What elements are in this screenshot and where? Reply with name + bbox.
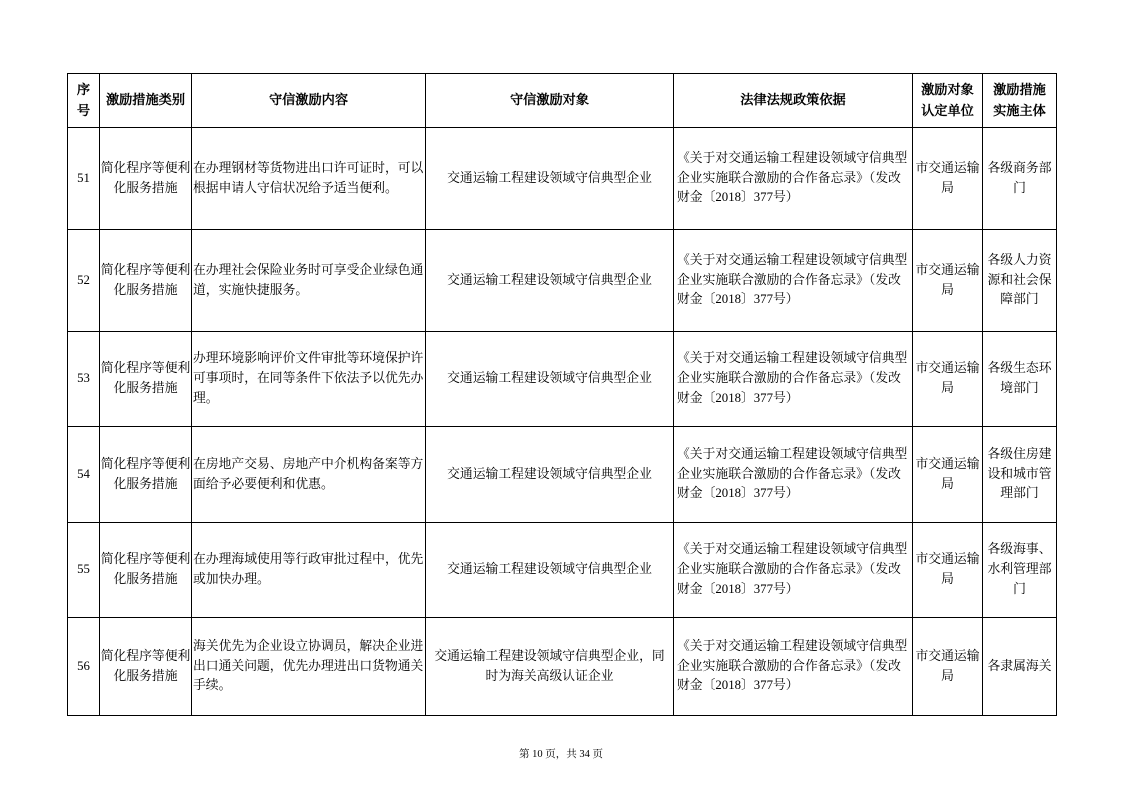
col-header-recognition-unit: 激励对象认定单位 xyxy=(913,74,983,128)
cell-implementer: 各隶属海关 xyxy=(983,618,1057,716)
table-row xyxy=(68,618,1057,716)
cell-incentive-content: 办理环境影响评价文件审批等环境保护许可事项时，在同等条件下依法予以优先办理。 xyxy=(192,332,426,427)
table-header-row xyxy=(68,74,1057,128)
cell-measure-category: 简化程序等便利化服务措施 xyxy=(100,230,192,332)
cell-incentive-target: 交通运输工程建设领域守信典型企业 xyxy=(426,128,674,230)
cell-incentive-target: 交通运输工程建设领域守信典型企业，同时为海关高级认证企业 xyxy=(426,618,674,716)
cell-recognition-unit: 市交通运输局 xyxy=(913,230,983,332)
col-header-measure-category: 激励措施类别 xyxy=(100,74,192,128)
cell-recognition-unit: 市交通运输局 xyxy=(913,427,983,523)
cell-recognition-unit: 市交通运输局 xyxy=(913,523,983,618)
cell-legal-basis: 《关于对交通运输工程建设领域守信典型企业实施联合激励的合作备忘录》（发改财金〔2018〕377号） xyxy=(674,523,913,618)
table-row xyxy=(68,332,1057,427)
table-row xyxy=(68,230,1057,332)
cell-implementer: 各级人力资源和社会保障部门 xyxy=(983,230,1057,332)
cell-incentive-content: 海关优先为企业设立协调员，解决企业进出口通关问题，优先办理进出口货物通关手续。 xyxy=(192,618,426,716)
cell-implementer: 各级商务部门 xyxy=(983,128,1057,230)
cell-serial-number: 53 xyxy=(68,332,100,427)
cell-incentive-content: 在房地产交易、房地产中介机构备案等方面给予必要便利和优惠。 xyxy=(192,427,426,523)
page-footer: 第 10 页，共 34 页 xyxy=(519,749,603,760)
cell-recognition-unit: 市交通运输局 xyxy=(913,332,983,427)
cell-serial-number: 56 xyxy=(68,618,100,716)
col-header-implementer: 激励措施实施主体 xyxy=(983,74,1057,128)
cell-legal-basis: 《关于对交通运输工程建设领域守信典型企业实施联合激励的合作备忘录》（发改财金〔2018〕377号） xyxy=(674,427,913,523)
col-header-incentive-content: 守信激励内容 xyxy=(192,74,426,128)
cell-legal-basis: 《关于对交通运输工程建设领域守信典型企业实施联合激励的合作备忘录》（发改财金〔2018〕377号） xyxy=(674,128,913,230)
cell-measure-category: 简化程序等便利化服务措施 xyxy=(100,128,192,230)
col-header-incentive-target: 守信激励对象 xyxy=(426,74,674,128)
cell-legal-basis: 《关于对交通运输工程建设领域守信典型企业实施联合激励的合作备忘录》（发改财金〔2018〕377号） xyxy=(674,618,913,716)
cell-measure-category: 简化程序等便利化服务措施 xyxy=(100,523,192,618)
col-header-legal-basis: 法律法规政策依据 xyxy=(674,74,913,128)
cell-legal-basis: 《关于对交通运输工程建设领域守信典型企业实施联合激励的合作备忘录》（发改财金〔2018〕377号） xyxy=(674,332,913,427)
cell-serial-number: 51 xyxy=(68,128,100,230)
table-row xyxy=(68,523,1057,618)
cell-recognition-unit: 市交通运输局 xyxy=(913,128,983,230)
table-row xyxy=(68,128,1057,230)
cell-incentive-target: 交通运输工程建设领域守信典型企业 xyxy=(426,230,674,332)
cell-incentive-content: 在办理钢材等货物进出口许可证时，可以根据申请人守信状况给予适当便利。 xyxy=(192,128,426,230)
cell-measure-category: 简化程序等便利化服务措施 xyxy=(100,618,192,716)
cell-incentive-target: 交通运输工程建设领域守信典型企业 xyxy=(426,523,674,618)
cell-incentive-content: 在办理海域使用等行政审批过程中，优先或加快办理。 xyxy=(192,523,426,618)
cell-serial-number: 52 xyxy=(68,230,100,332)
cell-measure-category: 简化程序等便利化服务措施 xyxy=(100,427,192,523)
col-header-serial-number: 序号 xyxy=(68,74,100,128)
cell-implementer: 各级海事、水利管理部门 xyxy=(983,523,1057,618)
cell-serial-number: 54 xyxy=(68,427,100,523)
table-row xyxy=(68,427,1057,523)
cell-incentive-target: 交通运输工程建设领域守信典型企业 xyxy=(426,427,674,523)
cell-measure-category: 简化程序等便利化服务措施 xyxy=(100,332,192,427)
cell-legal-basis: 《关于对交通运输工程建设领域守信典型企业实施联合激励的合作备忘录》（发改财金〔2018〕377号） xyxy=(674,230,913,332)
cell-implementer: 各级住房建设和城市管理部门 xyxy=(983,427,1057,523)
incentive-table xyxy=(67,73,1057,716)
cell-incentive-content: 在办理社会保险业务时可享受企业绿色通道，实施快捷服务。 xyxy=(192,230,426,332)
cell-incentive-target: 交通运输工程建设领域守信典型企业 xyxy=(426,332,674,427)
cell-recognition-unit: 市交通运输局 xyxy=(913,618,983,716)
cell-implementer: 各级生态环境部门 xyxy=(983,332,1057,427)
cell-serial-number: 55 xyxy=(68,523,100,618)
